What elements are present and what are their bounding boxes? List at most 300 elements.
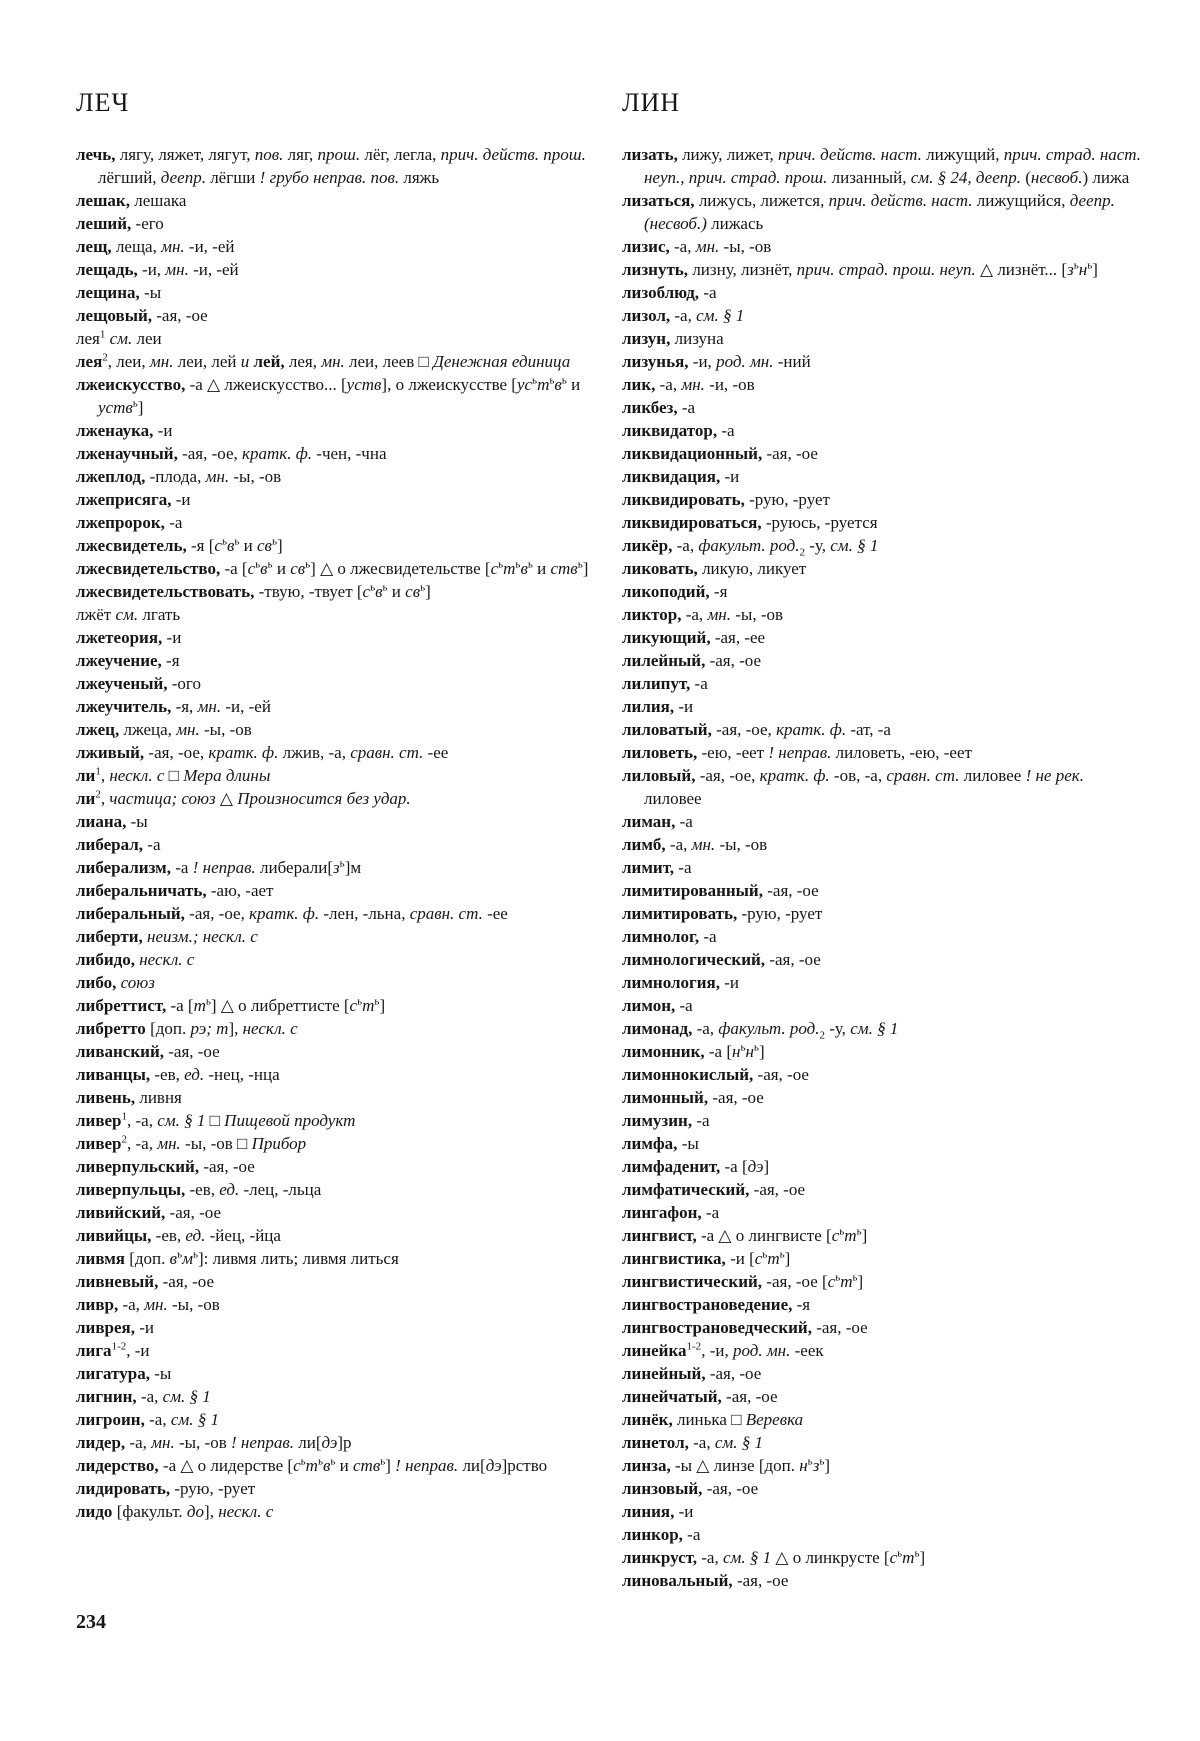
- entry-text: ь: [221, 535, 227, 548]
- entry-note: прич. действ. наст.: [828, 191, 973, 210]
- dictionary-entry: [622, 281, 1142, 304]
- entry-headword: ливерпульский,: [76, 1157, 200, 1176]
- entry-text: -ая, -ое,: [711, 720, 777, 739]
- dictionary-entry: [622, 1546, 1142, 1569]
- entry-text: -а: [677, 398, 696, 417]
- entry-note: мн.: [205, 467, 230, 486]
- entry-text: 1: [121, 1110, 128, 1123]
- entry-note: т: [503, 559, 516, 578]
- entry-headword: лечь,: [76, 145, 116, 164]
- entry-headword: ликбез,: [622, 398, 678, 417]
- entry-text: ь: [527, 558, 533, 571]
- entry-text: -ая, -ое,: [695, 766, 760, 785]
- entry-text: -а △ о лидерстве [: [158, 1456, 294, 1475]
- entry-text: -ы, -ов: [719, 237, 772, 256]
- dictionary-entry: [622, 925, 1142, 948]
- dictionary-entry: [622, 1201, 1142, 1224]
- dictionary-entry: [76, 879, 596, 902]
- entry-note: нескл. с: [109, 766, 165, 785]
- entry-text: -лец, -льца: [239, 1180, 322, 1199]
- entry-text: ь: [839, 1225, 845, 1238]
- entry-note: рэ; т: [190, 1019, 229, 1038]
- entry-note: т: [193, 996, 206, 1015]
- entry-text: -а [: [704, 1042, 732, 1061]
- entry-headword: лигатура,: [76, 1364, 150, 1383]
- entry-note: с: [293, 1456, 301, 1475]
- dictionary-entry: [622, 833, 1142, 856]
- dictionary-entry: [622, 1385, 1142, 1408]
- entry-text: лжёт: [76, 605, 116, 624]
- entry-note: м: [182, 1249, 193, 1268]
- dictionary-entry: [76, 1201, 596, 1224]
- entry-text: -а,: [125, 1433, 152, 1452]
- dictionary-entry: [76, 1500, 596, 1523]
- entry-note: кратк. ф.: [249, 904, 320, 923]
- entry-text: ь: [1087, 259, 1093, 272]
- entry-note: мн.: [151, 1433, 175, 1452]
- entry-text: -ая, -ое: [732, 1571, 789, 1590]
- entry-headword: лимнологический,: [622, 950, 766, 969]
- entry-text: -а,: [681, 605, 708, 624]
- entry-note: частица; союз: [109, 789, 216, 808]
- entry-text: -и, -ов: [704, 375, 755, 394]
- entry-headword: лиловеть,: [622, 743, 698, 762]
- entry-text: лёг, легла,: [360, 145, 441, 164]
- dictionary-entry: [622, 764, 1142, 810]
- dictionary-entry: [76, 1109, 596, 1132]
- entry-text: -а: [701, 1203, 720, 1222]
- entry-headword: лещина,: [76, 283, 140, 302]
- dictionary-entry: [622, 1339, 1142, 1362]
- entry-text: , -и,: [701, 1341, 733, 1360]
- dictionary-entry: [622, 189, 1142, 235]
- entry-note: неизм.; нескл. с: [142, 927, 258, 946]
- entry-text: леи, лей: [173, 352, 241, 371]
- entry-headword: лизаться,: [622, 191, 695, 210]
- entry-headword: лжец,: [76, 720, 120, 739]
- entry-note: в: [260, 559, 268, 578]
- entry-text: ь: [819, 1455, 825, 1468]
- entry-text: -ы △ линзе [доп.: [670, 1456, 800, 1475]
- dictionary-entry: [622, 626, 1142, 649]
- running-header-left: ЛЕЧ: [76, 88, 130, 117]
- entry-note: ! неправ.: [230, 1433, 295, 1452]
- entry-text: -а: [675, 812, 693, 831]
- entry-text: ь: [856, 1225, 862, 1238]
- entry-text: -ая, -ое: [708, 1088, 764, 1107]
- entry-text: лизну, лизнёт,: [688, 260, 797, 279]
- dictionary-entry: [76, 534, 596, 557]
- entry-text: ь: [807, 1455, 813, 1468]
- entry-text: лижусь, лижется,: [694, 191, 829, 210]
- entry-text: -ы, -ов: [715, 835, 768, 854]
- entry-headword: лизунья,: [622, 352, 689, 371]
- entry-text: ь: [234, 535, 240, 548]
- entry-text: ь: [561, 374, 567, 387]
- dictionary-entry: [76, 189, 596, 212]
- entry-text: -и,: [137, 260, 166, 279]
- entry-note: несвоб.: [1030, 168, 1083, 187]
- entry-text: -а △ о лингвисте [: [696, 1226, 832, 1245]
- entry-text: ]: [137, 398, 144, 417]
- dictionary-entry: [76, 994, 596, 1017]
- dictionary-entry: [622, 419, 1142, 442]
- entry-headword: лимит,: [622, 858, 675, 877]
- entry-text: -плода,: [145, 467, 206, 486]
- entry-headword: линейчатый,: [622, 1387, 722, 1406]
- dictionary-entry: [76, 373, 596, 419]
- entry-headword: лимонник,: [622, 1042, 705, 1061]
- entry-headword: лещадь,: [76, 260, 138, 279]
- entry-text: лизуна: [670, 329, 724, 348]
- entry-note: с: [490, 559, 499, 578]
- entry-headword: лей,: [249, 352, 285, 371]
- entry-headword: либреттист,: [76, 996, 167, 1015]
- entry-text: -ее: [423, 743, 449, 762]
- entry-text: ]: [582, 559, 589, 578]
- entry-headword: лизун,: [622, 329, 671, 348]
- entry-headword: лешак,: [76, 191, 130, 210]
- dictionary-entry: [76, 1385, 596, 1408]
- entry-text: и: [566, 375, 581, 394]
- entry-note: мн.: [691, 835, 716, 854]
- entry-text: -а,: [672, 536, 699, 555]
- dictionary-entry: [622, 580, 1142, 603]
- dictionary-entry: [622, 1109, 1142, 1132]
- entry-note: см. § 1: [170, 1410, 219, 1429]
- dictionary-entry: [76, 833, 596, 856]
- entry-note: с: [247, 559, 256, 578]
- entry-text: ь: [515, 558, 521, 571]
- entry-text: ]: [857, 1272, 864, 1291]
- entry-note: дэ: [485, 1456, 502, 1475]
- entry-headword: лжепророк,: [76, 513, 165, 532]
- entry-text: -и: [674, 1502, 694, 1521]
- dictionary-entry: [622, 1316, 1142, 1339]
- entry-headword: лимон,: [622, 996, 676, 1015]
- entry-text: лёгши: [205, 168, 260, 187]
- entry-text: лжив, -а,: [278, 743, 351, 762]
- entry-text: -ы: [149, 1364, 172, 1383]
- dictionary-entry: [622, 718, 1142, 741]
- entry-note: мн.: [681, 375, 705, 394]
- entry-note: с: [214, 536, 222, 555]
- entry-text: -а,: [688, 1433, 715, 1452]
- entry-text: -а: [164, 513, 183, 532]
- entry-text: -а,: [144, 1410, 171, 1429]
- entry-note: в: [554, 375, 562, 394]
- entry-text: ь: [177, 1248, 183, 1261]
- entry-text: лижась: [706, 214, 764, 233]
- dictionary-entry: [76, 350, 596, 373]
- entry-text: ]: [425, 582, 431, 601]
- entry-note: в: [322, 1456, 331, 1475]
- entry-headword: ликовать,: [622, 559, 698, 578]
- entry-headword: лик,: [622, 375, 656, 394]
- entry-headword: ливанцы,: [76, 1065, 151, 1084]
- dictionary-entry: [622, 603, 1142, 626]
- entry-text: □: [164, 766, 184, 785]
- entry-headword: лидерство,: [76, 1456, 159, 1475]
- entry-headword: ливневый,: [76, 1272, 159, 1291]
- entry-headword: линовальный,: [622, 1571, 733, 1590]
- entry-text: 2: [799, 546, 806, 559]
- entry-text: -ая, -ое: [199, 1157, 255, 1176]
- entry-headword: лжесвидетель,: [76, 536, 187, 555]
- entry-headword: лжеучение,: [76, 651, 162, 670]
- entry-text: ,: [100, 789, 110, 808]
- entry-text: леща,: [111, 237, 162, 256]
- entry-note: с: [827, 1272, 836, 1291]
- entry-headword: лимфатический,: [622, 1180, 750, 1199]
- entry-text: ] △ о лжесвидетельстве [: [310, 559, 491, 578]
- entry-text: лёгший,: [98, 168, 161, 187]
- entry-text: -ая, -ое: [152, 306, 208, 325]
- entry-headword: лингвострановедение,: [622, 1295, 793, 1314]
- entry-note: Мера длины: [183, 766, 271, 785]
- dictionary-entry: [76, 281, 596, 304]
- entry-text: -ая, -ое [: [762, 1272, 828, 1291]
- entry-headword: лигнин,: [76, 1387, 137, 1406]
- entry-headword: либеральный,: [76, 904, 185, 923]
- dictionary-entry: [76, 695, 596, 718]
- entry-text: -а △ лжеискусство... [: [185, 375, 347, 394]
- entry-headword: лея: [76, 352, 103, 371]
- entry-text: -ая, -ое,: [144, 743, 209, 762]
- entry-headword: леший,: [76, 214, 132, 233]
- entry-text: -лен, -льна,: [319, 904, 410, 923]
- entry-note: мн.: [144, 1295, 168, 1314]
- entry-headword: линзовый,: [622, 1479, 703, 1498]
- entry-text: ь: [762, 1248, 768, 1261]
- entry-headword: лингафон,: [622, 1203, 702, 1222]
- entry-text: -ов, -а,: [829, 766, 887, 785]
- entry-text: ], о лжеискусстве [: [381, 375, 517, 394]
- entry-headword: ликвидация,: [622, 467, 721, 486]
- entry-headword: лжеприсяга,: [76, 490, 172, 509]
- entry-note: з: [333, 858, 340, 877]
- entry-note: мн.: [165, 260, 189, 279]
- entry-text: -ы, -ов: [174, 1433, 231, 1452]
- entry-text: -ая, -ое,: [177, 444, 243, 463]
- dictionary-entry: [622, 511, 1142, 534]
- dictionary-entry: [76, 925, 596, 948]
- entry-headword: лещ,: [76, 237, 112, 256]
- entry-headword: лимитированный,: [622, 881, 763, 900]
- dictionary-entry: [622, 1454, 1142, 1477]
- entry-note: в: [520, 559, 528, 578]
- dictionary-entry: [622, 971, 1142, 994]
- entry-note: пов.: [254, 145, 284, 164]
- dictionary-entry: [622, 396, 1142, 419]
- dictionary-entry: [76, 1017, 596, 1040]
- entry-note: т: [767, 1249, 780, 1268]
- entry-headword: лингвострановедческий,: [622, 1318, 812, 1337]
- entry-text: , -а,: [127, 1134, 158, 1153]
- entry-text: и: [239, 536, 257, 555]
- entry-text: ь: [549, 374, 555, 387]
- entry-text: -йец, -йца: [205, 1226, 281, 1245]
- dictionary-entry: [76, 1063, 596, 1086]
- entry-text: ]: [784, 1249, 791, 1268]
- entry-text: 2: [819, 1029, 825, 1042]
- entry-text: -ая, -ое: [749, 1180, 806, 1199]
- entry-headword: лизол,: [622, 306, 671, 325]
- entry-text: ] △ о либреттисте [: [210, 996, 350, 1015]
- entry-headword: либо,: [76, 973, 117, 992]
- entry-text: ь: [267, 558, 273, 571]
- entry-note: кратк. ф.: [759, 766, 830, 785]
- entry-text: , -а,: [127, 1111, 158, 1130]
- entry-headword: линия,: [622, 1502, 675, 1521]
- entry-note: с: [349, 996, 358, 1015]
- entry-text: ь: [305, 558, 311, 571]
- dictionary-entry: [76, 419, 596, 442]
- entry-note: Веревка: [745, 1410, 804, 1429]
- entry-headword: лидер,: [76, 1433, 126, 1452]
- entry-headword: лжеплод,: [76, 467, 146, 486]
- entry-text: ли[: [458, 1456, 486, 1475]
- entry-headword: линкор,: [622, 1525, 683, 1544]
- entry-text: -ая, -ое: [165, 1203, 221, 1222]
- dictionary-entry: [76, 718, 596, 741]
- dictionary-entry: [76, 948, 596, 971]
- dictionary-entry: [622, 1408, 1142, 1431]
- entry-headword: лиман,: [622, 812, 676, 831]
- dictionary-entry: [76, 787, 596, 810]
- dictionary-entry: [622, 1270, 1142, 1293]
- entry-text: -его: [131, 214, 164, 233]
- entry-text: ]: ливмя лить; ливмя литься: [197, 1249, 399, 1268]
- entry-text: -у,: [824, 1019, 851, 1038]
- entry-note: прич. страд. наст. неуп., прич. страд. прош.: [644, 145, 1142, 187]
- entry-text: -ы, -ов: [229, 467, 282, 486]
- entry-headword: лилейный,: [622, 651, 706, 670]
- entry-text: -ы: [139, 283, 162, 302]
- entry-headword: лизать,: [622, 145, 678, 164]
- entry-headword: ликвидационный,: [622, 444, 763, 463]
- entry-text: ]: [861, 1226, 868, 1245]
- dictionary-entry: [622, 1477, 1142, 1500]
- entry-headword: лимитировать,: [622, 904, 738, 923]
- entry-note: дэ: [321, 1433, 338, 1452]
- entry-text: ь: [498, 558, 504, 571]
- entry-text: ь: [897, 1547, 903, 1560]
- dictionary-entry: [622, 948, 1142, 971]
- entry-text: ь: [374, 995, 380, 1008]
- entry-headword: ливер: [76, 1111, 122, 1130]
- entry-text: ],: [204, 1502, 219, 1521]
- dictionary-entry: [76, 1316, 596, 1339]
- entry-text: -и [: [725, 1249, 755, 1268]
- entry-headword: ливерпульцы,: [76, 1180, 186, 1199]
- entry-note: сравн. ст.: [886, 766, 960, 785]
- entry-text: -я: [161, 651, 180, 670]
- entry-text: -ы, -ов: [199, 720, 252, 739]
- entry-note: мн.: [197, 697, 222, 716]
- dictionary-entry: [622, 1132, 1142, 1155]
- entry-text: -ы, -ов: [730, 605, 784, 624]
- entry-note: прош.: [317, 145, 361, 164]
- entry-text: -ая, -ое: [765, 950, 821, 969]
- entry-text: ь: [382, 581, 388, 594]
- entry-headword: лилипут,: [622, 674, 691, 693]
- entry-text: -а: [674, 858, 692, 877]
- entry-note: факульт. род.: [718, 1019, 820, 1038]
- dictionary-entry: [622, 1086, 1142, 1109]
- entry-text: 1: [95, 765, 101, 778]
- entry-note: т: [362, 996, 375, 1015]
- entry-note: ! неправ.: [192, 858, 256, 877]
- dictionary-entry: [76, 764, 596, 787]
- entry-text: ]: [763, 1157, 770, 1176]
- entry-text: -и, -ей: [221, 697, 271, 716]
- entry-note: прич. действ. прош.: [440, 145, 586, 164]
- entry-text: -у,: [805, 536, 831, 555]
- entry-text: -и,: [688, 352, 717, 371]
- entry-text: ь: [914, 1547, 920, 1560]
- dictionary-entry: [622, 258, 1142, 281]
- dictionary-entry: [622, 879, 1142, 902]
- entry-text: ь: [835, 1271, 841, 1284]
- entry-note: мн.: [695, 237, 720, 256]
- entry-note: см. § 1: [714, 1433, 763, 1452]
- entry-note: Пищевой продукт: [224, 1111, 356, 1130]
- entry-headword: линёк,: [622, 1410, 673, 1429]
- entry-text: ]р: [337, 1433, 352, 1452]
- dictionary-entry: [622, 488, 1142, 511]
- entry-text: -и: [674, 697, 694, 716]
- entry-note: ус: [516, 375, 533, 394]
- entry-note: Прибор: [251, 1134, 307, 1153]
- dictionary-entry: [622, 304, 1142, 327]
- entry-headword: лимфаденит,: [622, 1157, 721, 1176]
- entry-note: род. мн.: [716, 352, 774, 371]
- entry-text: ь: [317, 1455, 323, 1468]
- entry-note: см.: [105, 329, 133, 348]
- entry-text: ]м: [344, 858, 362, 877]
- entry-note: Денежная единица: [433, 352, 571, 371]
- entry-text: -ого: [167, 674, 201, 693]
- entry-headword: либерализм,: [76, 858, 172, 877]
- dictionary-entry: [622, 534, 1142, 557]
- entry-note: ств: [550, 559, 578, 578]
- entry-text: 2: [121, 1133, 128, 1146]
- entry-note: ! неправ.: [768, 743, 832, 762]
- entry-text: -ев,: [185, 1180, 220, 1199]
- entry-note: ед.: [184, 1065, 205, 1084]
- entry-text: -ая, -ое: [721, 1387, 778, 1406]
- entry-headword: ливр,: [76, 1295, 119, 1314]
- entry-text: -ний: [773, 352, 811, 371]
- entry-note: с: [754, 1249, 763, 1268]
- dictionary-entry: [76, 1132, 596, 1155]
- entry-text: лея: [76, 329, 100, 348]
- entry-note: прич. действ. наст.: [778, 145, 922, 164]
- entry-text: ь: [192, 1248, 198, 1261]
- entry-headword: лещовый,: [76, 306, 153, 325]
- dictionary-entry: [76, 442, 596, 465]
- entry-note: см. § 1: [830, 536, 879, 555]
- dictionary-entry: [76, 649, 596, 672]
- entry-text: ) лижа: [1082, 168, 1130, 187]
- entry-note: св: [257, 536, 272, 555]
- entry-note: см. § 1: [162, 1387, 211, 1406]
- entry-note: с: [889, 1548, 898, 1567]
- entry-text: ]: [276, 536, 283, 555]
- entry-text: -а,: [692, 1019, 719, 1038]
- entry-text: -я [: [186, 536, 215, 555]
